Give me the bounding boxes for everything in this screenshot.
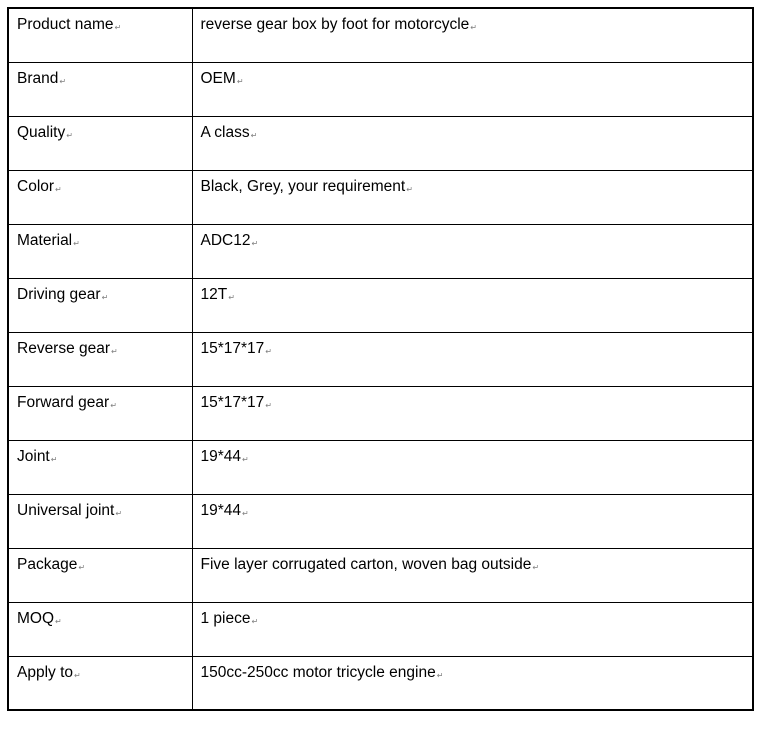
row-label: Driving gear: [17, 285, 101, 303]
row-value-cell: [192, 224, 753, 278]
table-row: [8, 170, 753, 224]
table-row: [8, 332, 753, 386]
paragraph-mark-icon: ↵: [66, 130, 73, 140]
row-value: reverse gear box by foot for motorcycle: [200, 16, 470, 33]
row-value: OEM: [200, 69, 236, 87]
table-row: [8, 386, 753, 440]
paragraph-mark-icon: ↵: [236, 76, 244, 86]
row-value: 1 piece: [200, 609, 251, 627]
paragraph-mark-icon: ↵: [78, 562, 86, 572]
paragraph-mark-icon: ↵: [111, 346, 118, 356]
table-row: [8, 8, 753, 62]
row-value: 12T: [200, 285, 228, 303]
row-value-cell: [192, 332, 753, 386]
table-row: [8, 224, 753, 278]
row-label-cell: [8, 656, 192, 710]
paragraph-mark-icon: ↵: [406, 184, 413, 194]
paragraph-mark-icon: ↵: [242, 508, 249, 518]
paragraph-mark-icon: ↵: [251, 238, 259, 248]
row-label: Forward gear: [17, 393, 110, 411]
row-label: Brand: [17, 69, 59, 87]
row-label-cell: [8, 602, 192, 656]
row-label-cell: [8, 170, 192, 224]
paragraph-mark-icon: ↵: [265, 400, 272, 410]
paragraph-mark-icon: ↵: [101, 292, 109, 302]
row-value-cell: [192, 656, 753, 710]
paragraph-mark-icon: ↵: [250, 130, 258, 140]
table-row: [8, 494, 753, 548]
row-value-cell: [192, 440, 753, 494]
row-value-cell: [192, 548, 753, 602]
row-value: 15*17*17: [200, 393, 265, 411]
paragraph-mark-icon: ↵: [242, 454, 249, 464]
row-label: Package: [17, 555, 78, 573]
paragraph-mark-icon: ↵: [55, 616, 62, 626]
row-label: Color: [17, 177, 55, 195]
table-row: [8, 440, 753, 494]
row-label-cell: [8, 278, 192, 332]
row-label-cell: [8, 548, 192, 602]
row-label: Reverse gear: [17, 339, 111, 357]
row-label: Joint: [17, 447, 50, 465]
spec-table: [7, 7, 754, 711]
row-value: 15*17*17: [200, 339, 265, 357]
row-label: Quality: [17, 123, 66, 141]
row-label-cell: [8, 386, 192, 440]
row-value: ADC12: [200, 231, 251, 249]
paragraph-mark-icon: ↵: [110, 400, 117, 410]
table-row: [8, 278, 753, 332]
row-label-cell: [8, 116, 192, 170]
paragraph-mark-icon: ↵: [265, 346, 272, 356]
paragraph-mark-icon: ↵: [59, 76, 67, 86]
paragraph-mark-icon: ↵: [50, 454, 58, 464]
row-label: MOQ: [17, 609, 55, 627]
row-label: Apply to: [17, 663, 74, 681]
paragraph-mark-icon: ↵: [74, 670, 81, 680]
row-label: Universal joint: [17, 501, 115, 519]
row-value: 150cc-250cc motor tricycle engine: [200, 663, 436, 681]
paragraph-mark-icon: ↵: [470, 23, 477, 32]
row-value: A class: [200, 123, 250, 141]
paragraph-mark-icon: ↵: [115, 508, 123, 518]
row-value-cell: [192, 170, 753, 224]
table-row: [8, 602, 753, 656]
paragraph-mark-icon: ↵: [228, 292, 235, 302]
paragraph-mark-icon: ↵: [114, 23, 122, 32]
row-label-cell: [8, 332, 192, 386]
row-label: Product name: [17, 16, 114, 33]
row-value-cell: [192, 62, 753, 116]
table-row: [8, 656, 753, 710]
row-value-cell: [192, 278, 753, 332]
row-label-cell: [8, 494, 192, 548]
row-value-cell: [192, 494, 753, 548]
paragraph-mark-icon: ↵: [436, 670, 444, 680]
paragraph-mark-icon: ↵: [55, 184, 62, 194]
row-value: Black, Grey, your requirement: [200, 177, 406, 195]
row-value-cell: [192, 602, 753, 656]
row-label-cell: [8, 440, 192, 494]
paragraph-mark-icon: ↵: [73, 238, 80, 248]
paragraph-mark-icon: ↵: [251, 616, 259, 626]
table-row: [8, 62, 753, 116]
paragraph-mark-icon: ↵: [532, 562, 540, 572]
row-label: Material: [17, 231, 73, 249]
table-row: [8, 116, 753, 170]
row-value-cell: [192, 8, 753, 62]
row-label-cell: [8, 62, 192, 116]
row-value: 19*44: [200, 501, 242, 519]
row-value-cell: [192, 116, 753, 170]
row-value: 19*44: [200, 447, 242, 465]
row-label-cell: [8, 224, 192, 278]
row-value: Five layer corrugated carton, woven bag outside: [200, 555, 532, 573]
row-value-cell: [192, 386, 753, 440]
table-row: [8, 548, 753, 602]
row-label-cell: [8, 8, 192, 62]
spec-table-body: [8, 8, 753, 710]
